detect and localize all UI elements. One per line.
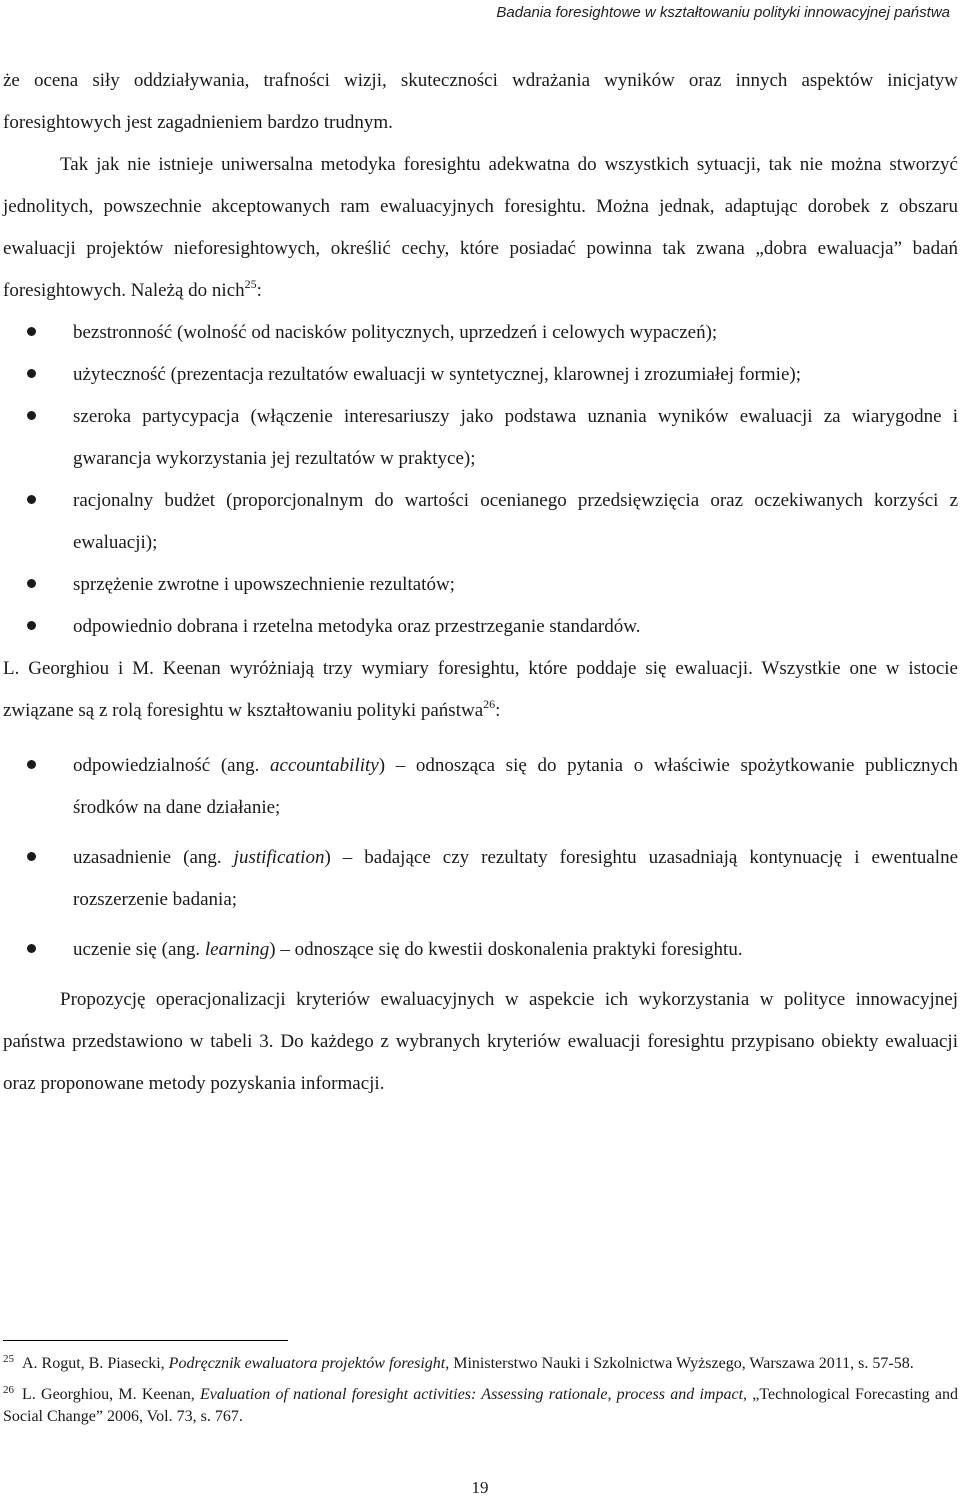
term-learning: learning	[204, 939, 270, 960]
list-item-text: ) – odnosząca się do pytania o właściwie spożytkowanie publicznych środków na dane działanie;	[73, 755, 958, 818]
footnote-number: 25	[3, 1353, 14, 1365]
paragraph-2-end: :	[256, 280, 262, 301]
paragraph-2-text: Tak jak nie istnieje uniwersalna metodyka foresightu adekwatna do wszystkich sytuacji, tak nie można stworzyć jednolitych, powszechnie akceptowanych ram ewaluacyjnych foresightu. Można jednak, adaptując dorobek z obszaru ewaluacji projektów nieforesightowych, określić cechy, które posiadać powinna tak zwana „dobra ewaluacja” badań foresightowych. Należą do nich	[3, 154, 958, 301]
list-item-text: odpowiedzialność (ang.	[73, 755, 271, 776]
bullet-icon	[25, 480, 39, 522]
paragraph-3-rest: Wszystkie one w istocie związane są z rolą foresightu w kształtowaniu polityki państwa	[3, 658, 958, 721]
list-item	[3, 354, 958, 396]
term-justification: justification	[233, 847, 325, 868]
list-item	[3, 480, 958, 564]
bullet-icon	[25, 837, 39, 879]
term-accountability: accountability	[270, 755, 379, 776]
main-text	[3, 60, 958, 1105]
bullet-icon	[25, 354, 39, 396]
list-item-text: ) – badające czy rezultaty foresightu uzasadniają kontynuację i ewentualne rozszerzenie badania;	[73, 847, 958, 910]
list-item	[3, 396, 958, 480]
running-header: Badania foresightowe w kształtowaniu polityki innowacyjnej państwa	[496, 4, 950, 21]
list-item-text: ) – odnoszące się do kwestii doskonalenia praktyki foresightu.	[269, 939, 743, 960]
bullet-icon	[25, 929, 39, 971]
bullet-icon	[25, 745, 39, 787]
list-item-text: użyteczność (prezentacja rezultatów ewaluacji w syntetycznej, klarownej i zrozumiałej formie);	[73, 364, 801, 385]
evaluation-features-list	[3, 312, 958, 648]
footnote-title: Podręcznik ewaluatora projektów foresight	[168, 1355, 446, 1372]
paragraph-3-end: :	[495, 700, 501, 721]
footnote-text: L. Georghiou, M. Keenan,	[22, 1386, 200, 1403]
footnote-number: 26	[3, 1384, 14, 1396]
bullet-icon	[25, 312, 39, 354]
list-item-text: sprzężenie zwrotne i upowszechnienie rezultatów;	[73, 574, 455, 595]
footnote-ref-25[interactable]: 25	[244, 277, 257, 291]
paragraph-1: że ocena siły oddziaływania, trafności wizji, skuteczności wdrażania wyników oraz innych aspektów inicjatyw foresightowych jest zagadnieniem bardzo trudnym.	[3, 70, 958, 133]
bullet-icon	[25, 396, 39, 438]
page-number: 19	[471, 1478, 489, 1497]
footnote-title: Evaluation of national foresight activities: Assessing rationale, process and impact	[199, 1386, 744, 1403]
paragraph-4: Propozycję operacjonalizacji kryteriów ewaluacyjnych w aspekcie ich wykorzystania w polityce innowacyjnej państwa przedstawiono w tabeli 3. Do każdego z wybranych kryteriów ewaluacji foresightu przypisano obiekty ewaluacji oraz proponowane metody pozyskania informacji.	[3, 989, 958, 1094]
list-item	[3, 929, 958, 971]
footnote-text: , Ministerstwo Nauki i Szkolnictwa Wyższego, Warszawa 2011, s. 57-58.	[445, 1355, 914, 1372]
paragraph-3-first: L. Georghiou i M. Keenan wyróżniają trzy wymiary foresightu, które poddaje się ewaluacji.	[3, 658, 753, 679]
list-item	[3, 564, 958, 606]
list-item	[3, 837, 958, 921]
footnotes	[3, 1340, 958, 1437]
list-item-text: uzasadnienie (ang.	[73, 847, 234, 868]
paragraph-2	[3, 144, 958, 312]
list-item-text: szeroka partycypacja (włączenie interesariuszy jako podstawa uznania wyników ewaluacji za wiarygodne i gwarancja wykorzystania jej rezultatów w praktyce);	[73, 406, 958, 469]
bullet-icon	[25, 564, 39, 606]
footnote-separator	[3, 1340, 288, 1341]
footnote-text: A. Rogut, B. Piasecki,	[22, 1355, 169, 1372]
list-item-text: odpowiednio dobrana i rzetelna metodyka oraz przestrzeganie standardów.	[73, 616, 641, 637]
bullet-icon	[25, 606, 39, 648]
footnote-26	[3, 1384, 958, 1428]
footnote-25	[3, 1353, 958, 1375]
list-item-text: racjonalny budżet (proporcjonalnym do wartości ocenianego przedsięwzięcia oraz oczekiwanych korzyści z ewaluacji);	[73, 490, 958, 553]
list-item-text: uczenie się (ang.	[73, 939, 205, 960]
list-item	[3, 606, 958, 648]
list-item	[3, 312, 958, 354]
paragraph-3	[3, 648, 958, 732]
list-item-text: bezstronność (wolność od nacisków politycznych, uprzedzeń i celowych wypaczeń);	[73, 322, 718, 343]
footnote-text: , „Technological Forecasting and Social Change” 2006, Vol. 73, s. 767.	[3, 1386, 959, 1425]
list-item	[3, 745, 958, 829]
footnote-ref-26[interactable]: 26	[483, 697, 496, 711]
foresight-dimensions-list	[3, 745, 958, 971]
